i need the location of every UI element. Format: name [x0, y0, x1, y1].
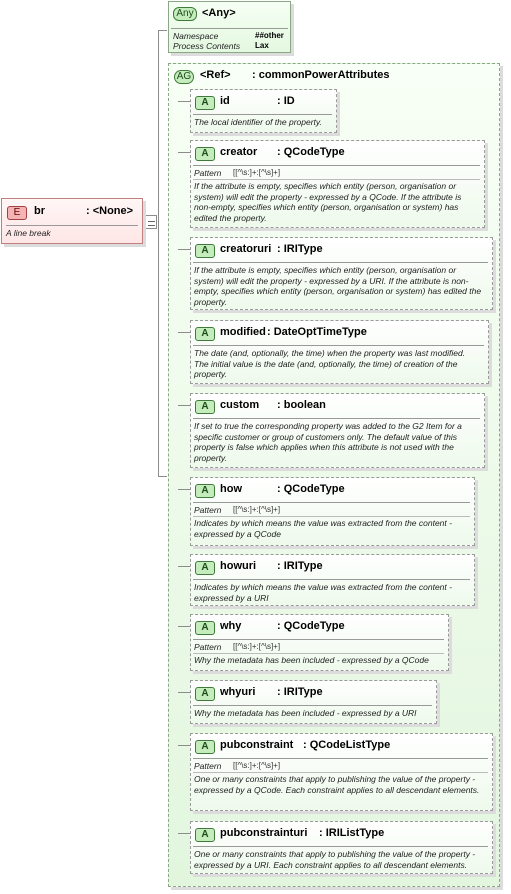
separator — [193, 345, 484, 346]
element-br[interactable] — [1, 198, 143, 244]
attribute-name: whyuri — [220, 686, 256, 698]
pattern-label: Pattern — [194, 642, 222, 652]
pattern-value: [[^\s:]+:[^\s]+] — [233, 168, 281, 177]
attribute-connector — [178, 745, 190, 746]
separator — [193, 502, 470, 503]
attribute-name: id — [220, 95, 230, 107]
attribute-type: : boolean — [277, 399, 326, 411]
attribute-connector — [178, 626, 190, 627]
attribute-badge: A — [195, 484, 215, 498]
process-contents-value: Lax — [255, 41, 269, 50]
attribute-badge: A — [195, 327, 215, 341]
attribute-description: The local identifier of the property. — [194, 117, 322, 127]
attribute-name: pubconstrainturi — [220, 827, 308, 839]
separator — [193, 846, 488, 847]
attribute-name: how — [220, 483, 242, 495]
attribute-pubconstraint[interactable] — [190, 733, 493, 811]
element-name: br — [34, 205, 45, 217]
separator — [193, 516, 470, 517]
attribute-why[interactable] — [190, 614, 449, 671]
element-type: : <None> — [86, 205, 134, 217]
attribute-connector — [178, 489, 190, 490]
sequence-compositor[interactable] — [145, 215, 157, 229]
attribute-creator[interactable] — [190, 140, 485, 228]
attribute-description: Indicates by which means the value was extracted from the content - expressed by a QCode — [194, 518, 452, 539]
pattern-label: Pattern — [194, 168, 222, 178]
element-badge: E — [7, 206, 27, 220]
attribute-badge: A — [195, 147, 215, 161]
attribute-creatoruri[interactable] — [190, 237, 493, 310]
attribute-badge: A — [195, 400, 215, 414]
separator — [193, 114, 332, 115]
separator — [193, 758, 488, 759]
separator — [6, 225, 138, 226]
separator — [193, 165, 480, 166]
namespace-label: Namespace — [173, 31, 219, 41]
attribute-description: If the attribute is empty, specifies which entity (person, organisation or system) will edit the property - expressed by a URI. If the attribute is non-empty, specifies which entity (person, organisation or system) has edited the property. — [194, 265, 482, 307]
attribute-name: pubconstraint — [220, 739, 294, 751]
attribute-type: : ID — [277, 95, 295, 107]
attribute-connector — [178, 405, 190, 406]
attribute-badge: A — [195, 740, 215, 754]
attribute-type: : DateOptTimeType — [267, 326, 367, 338]
attribute-type: : QCodeListType — [303, 739, 391, 751]
attribute-badge: A — [195, 561, 215, 575]
attribute-name: creator — [220, 146, 258, 158]
attribute-description: If the attribute is empty, specifies which entity (person, organisation or system) will edit the property - expressed by a QCode. If the attribute is non-empty, specifies which entity (person, organisation or system) has edited the property. — [194, 181, 462, 223]
pattern-value: [[^\s:]+:[^\s]+] — [233, 505, 281, 514]
attribute-badge: A — [195, 828, 215, 842]
process-contents-label: Process Contents — [173, 41, 241, 51]
attribute-description: The date (and, optionally, the time) when the property was last modified. The initial value is the date (and, optionally, the time) of creation of the property. — [194, 348, 466, 379]
pattern-value: [[^\s:]+:[^\s]+] — [233, 761, 281, 770]
pattern-value: [[^\s:]+:[^\s]+] — [233, 642, 281, 651]
connector-group — [158, 476, 167, 477]
attribute-group-badge: AG — [174, 70, 194, 84]
attribute-type: : IRIType — [277, 243, 323, 255]
pattern-label: Pattern — [194, 761, 222, 771]
attribute-name: modified — [220, 326, 266, 338]
attribute-description: Indicates by which means the value was extracted from the content - expressed by a URI — [194, 582, 452, 603]
attribute-description: One or many constraints that apply to publishing the value of the property - expressed by a URI. Each constraint applies to all descendant elements. — [194, 849, 476, 870]
separator — [193, 639, 444, 640]
attribute-type: : QCodeType — [277, 483, 345, 495]
element-description: A line break — [6, 228, 51, 238]
attribute-connector — [178, 566, 190, 567]
attribute-badge: A — [195, 687, 215, 701]
attribute-connector — [178, 249, 190, 250]
attribute-description: Why the metadata has been included - expressed by a QCode — [194, 655, 429, 665]
separator — [193, 418, 480, 419]
attribute-name: why — [220, 620, 242, 632]
sequence-trunk — [158, 30, 159, 476]
any-badge: Any — [173, 7, 197, 21]
attribute-custom[interactable] — [190, 393, 485, 468]
separator — [193, 772, 488, 773]
attribute-whyuri[interactable] — [190, 680, 437, 724]
attribute-name: custom — [220, 399, 260, 411]
attribute-modified[interactable] — [190, 320, 489, 384]
attribute-connector — [178, 332, 190, 333]
attribute-badge: A — [195, 96, 215, 110]
attribute-type: : QCodeType — [277, 620, 345, 632]
attribute-description: If set to true the corresponding property was added to the G2 Item for a specific customer or group of customers only. The default value of this property is false which applies when this attribute is not used with the property. — [194, 421, 462, 463]
connector-any — [158, 30, 167, 31]
attribute-badge: A — [195, 244, 215, 258]
attribute-howuri[interactable] — [190, 554, 475, 606]
attribute-pubconstrainturi[interactable] — [190, 821, 493, 874]
any-wildcard[interactable] — [168, 1, 291, 53]
attribute-type: : IRIListType — [319, 827, 385, 839]
attribute-connector — [178, 101, 190, 102]
attribute-name: howuri — [220, 560, 257, 572]
attribute-badge: A — [195, 621, 215, 635]
separator — [193, 262, 488, 263]
attribute-connector — [178, 152, 190, 153]
attribute-type: : IRIType — [277, 560, 323, 572]
attribute-type: : IRIType — [277, 686, 323, 698]
attribute-connector — [178, 692, 190, 693]
attribute-connector — [178, 833, 190, 834]
namespace-value: ##other — [255, 31, 284, 40]
separator — [193, 579, 470, 580]
attribute-description: Why the metadata has been included - expressed by a URI — [194, 708, 417, 718]
separator — [193, 179, 480, 180]
group-ref-label: <Ref> — [200, 69, 231, 81]
attribute-type: : QCodeType — [277, 146, 345, 158]
separator — [171, 28, 288, 29]
pattern-label: Pattern — [194, 505, 222, 515]
group-name: : commonPowerAttributes — [252, 69, 390, 81]
attribute-how[interactable] — [190, 477, 475, 546]
attribute-name: creatoruri — [220, 243, 272, 255]
attribute-id[interactable] — [190, 89, 337, 133]
separator — [193, 705, 432, 706]
separator — [193, 653, 444, 654]
any-title: <Any> — [202, 7, 236, 19]
attribute-description: One or many constraints that apply to publishing the value of the property - expressed by a QCode. Each constraint applies to all descendant elements. — [194, 774, 480, 795]
